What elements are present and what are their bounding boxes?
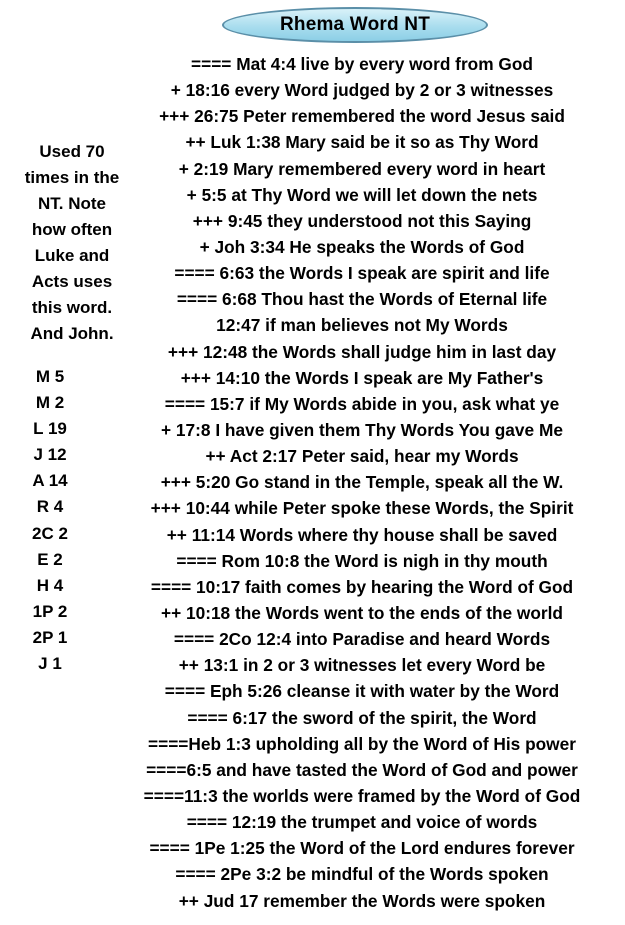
book-count-item: M 5 (35, 367, 65, 386)
verse-item: ==== Eph 5:26 cleanse it with water by the Word (164, 681, 560, 702)
verse-item: ++ 10:18 the Words went to the ends of the world (160, 602, 563, 623)
verse-item: ==== 12:19 the trumpet and voice of words (186, 812, 538, 833)
book-count-item: E 2 (37, 549, 63, 569)
verse-item: ==== 1Pe 1:25 the Word of the Lord endures forever (149, 838, 575, 859)
book-count-item: 1P 2 (32, 601, 68, 621)
verse-item: ==== Rom 10:8 the Word is nigh in thy mouth (176, 550, 548, 571)
verse-item: + 18:16 every Word judged by 2 or 3 witnesses (170, 80, 554, 101)
verse-item: 12:47 if man believes not My Words (216, 315, 508, 336)
verse-item: +++ 9:45 they understood not this Saying (192, 210, 532, 231)
book-count-item: L 19 (33, 419, 67, 439)
verse-item: +++ 10:44 while Peter spoke these Words, the Spirit (150, 498, 574, 519)
verse-item: ==== Mat 4:4 live by every word from God (191, 54, 533, 74)
book-count-item: A 14 (32, 471, 68, 491)
verse-item: ++ Act 2:17 Peter said, hear my Words (205, 446, 519, 467)
verse-item: + 5:5 at Thy Word we will let down the nets (186, 184, 538, 205)
verse-item: ====Heb 1:3 upholding all by the Word of His power (148, 733, 576, 754)
title-banner (222, 7, 488, 43)
book-count-item: M 2 (35, 393, 65, 413)
verse-item: ==== 6:17 the sword of the spirit, the Word (187, 707, 537, 728)
book-count-item: 2C 2 (32, 523, 68, 543)
book-count-list (14, 364, 86, 677)
verse-item: +++ 26:75 Peter remembered the word Jesus said (159, 106, 565, 127)
book-count-item: J 12 (33, 445, 67, 465)
verse-item: ==== 2Co 12:4 into Paradise and heard Words (173, 629, 551, 650)
verse-item: ++ 13:1 in 2 or 3 witnesses let every Word be (178, 655, 546, 676)
verse-item: ==== 2Pe 3:2 be mindful of the Words spoken (175, 864, 549, 885)
usage-note: Used 70 times in the NT. Note how often Luke and Acts uses this word. And John. (24, 142, 120, 343)
verse-item: ==== 10:17 faith comes by hearing the Word of God (150, 576, 574, 597)
verse-item: +++ 12:48 the Words shall judge him in last day (167, 341, 557, 362)
verse-item: + 2:19 Mary remembered every word in heart (178, 158, 546, 179)
book-count-item: R 4 (36, 497, 64, 517)
book-count-item: J 1 (38, 654, 62, 674)
verse-list (82, 51, 625, 914)
verse-item: + 17:8 I have given them Thy Words You gave Me (161, 419, 563, 440)
page-title: Rhema Word NT (279, 14, 431, 35)
verse-item: +++ 5:20 Go stand in the Temple, speak all the W. (160, 472, 564, 493)
verse-item: ++ 11:14 Words where thy house shall be saved (166, 524, 558, 545)
verse-item: ++ Jud 17 remember the Words were spoken (178, 890, 546, 911)
verse-item: ==== 15:7 if My Words abide in you, ask what ye (164, 393, 560, 414)
book-count-item: 2P 1 (32, 627, 68, 647)
verse-item: ==== 6:68 Thou hast the Words of Eternal life (176, 289, 548, 310)
book-count-item: H 4 (36, 575, 64, 595)
verse-item: ====11:3 the worlds were framed by the Word of God (143, 785, 581, 806)
verse-item: ==== 6:63 the Words I speak are spirit and life (174, 263, 550, 284)
verse-item: + Joh 3:34 He speaks the Words of God (199, 236, 525, 257)
verse-item: +++ 14:10 the Words I speak are My Father's (180, 367, 544, 388)
verse-item: ++ Luk 1:38 Mary said be it so as Thy Word (185, 132, 539, 153)
verse-item: ====6:5 and have tasted the Word of God and power (146, 759, 578, 780)
